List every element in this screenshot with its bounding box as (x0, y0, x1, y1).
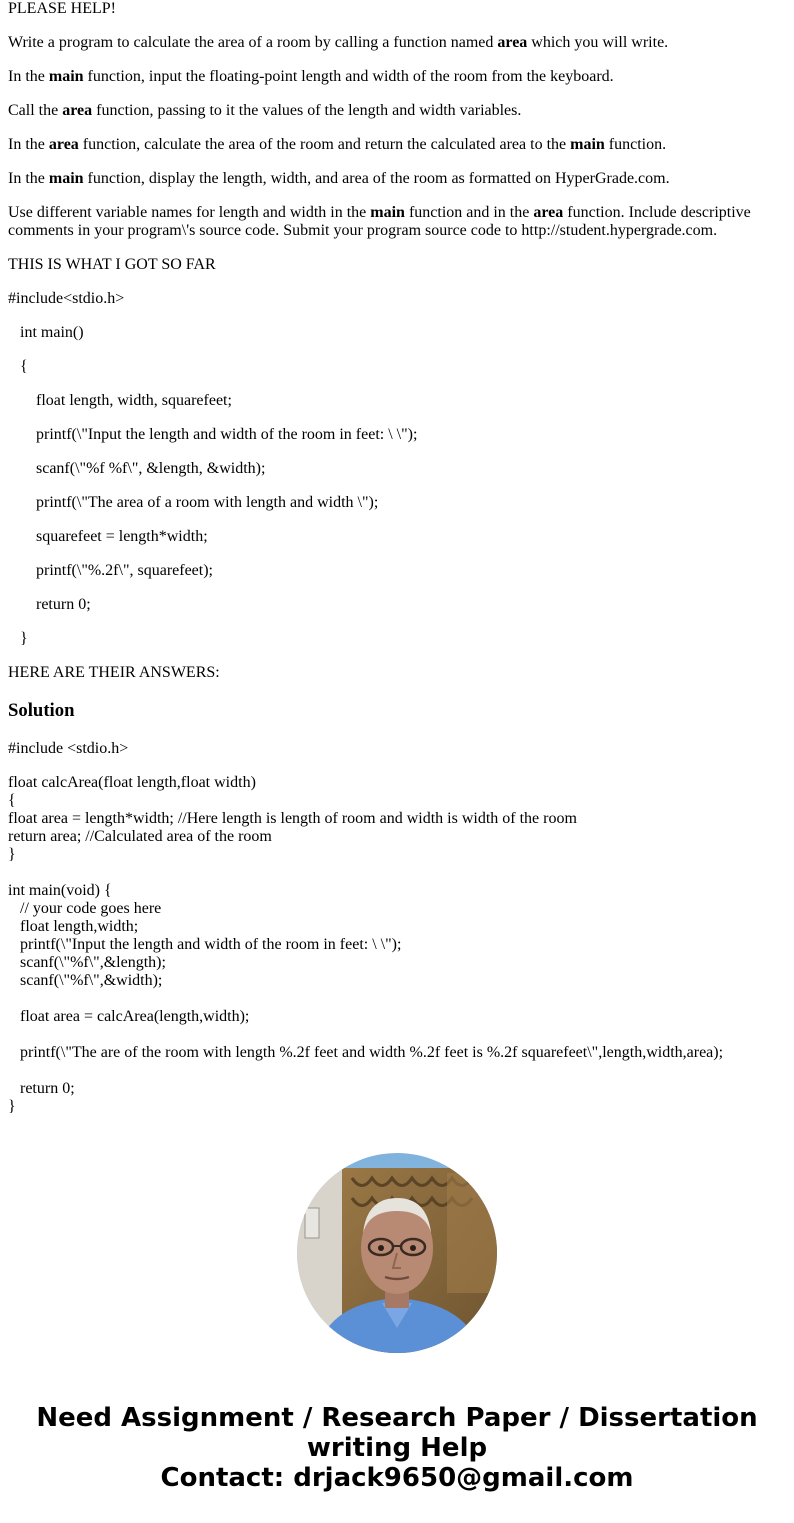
so-far-label: THIS IS WHAT I GOT SO FAR (8, 256, 216, 273)
blank-line (8, 1062, 778, 1080)
contact-banner (0, 1403, 794, 1493)
bold-term: main (570, 136, 605, 153)
attempt-code-line: } (20, 630, 28, 647)
text-run: function. (604, 136, 667, 153)
attempt-code-line: return 0; (36, 596, 91, 613)
author-portrait-image (297, 1153, 497, 1353)
text-run: which you will write. (527, 34, 669, 51)
attempt-code-line: #include<stdio.h> (8, 290, 125, 307)
text-run: function and in the (404, 204, 534, 221)
solution-code-line: { (8, 792, 16, 809)
attempt-code-line: squarefeet = length*width; (36, 528, 208, 545)
solution-code-line: } (8, 846, 16, 863)
attempt-code-line: float length, width, squarefeet; (36, 392, 232, 409)
solution-code-line: return area; //Calculated area of the room (8, 828, 272, 845)
text-run: Call the (8, 102, 63, 119)
solution-code-line: float area = length*width; //Here length is length of room and width is width of the room (8, 810, 577, 827)
bold-term: area (497, 34, 528, 51)
author-avatar (297, 1153, 497, 1353)
bold-term: main (48, 170, 84, 187)
question-paragraph-4 (8, 136, 778, 154)
solution-code-line: return 0; (8, 1080, 75, 1097)
blank-line (8, 1026, 778, 1044)
contact-line-1: Need Assignment / Research Paper / Dissertation (36, 1403, 758, 1433)
question-heading: PLEASE HELP! (8, 0, 116, 17)
contact-email: Contact: drjack9650@gmail.com (160, 1463, 634, 1493)
text-run: Use different variable names for length and width in the (8, 204, 371, 221)
text-run: function. Include descriptive comments in your program\'s source code. Submit your program source code to http://student.hypergrade.com. (8, 204, 751, 239)
solution-code-line: float calcArea(float length,float width) (8, 774, 256, 791)
text-run: In the (8, 136, 49, 153)
bold-term: area (62, 102, 93, 119)
text-run: function, input the floating-point length and width of the room from the keyboard. (83, 68, 614, 85)
solution-code-line: int main(void) { (8, 882, 112, 899)
solution-code-line: printf(\"The are of the room with length %.2f feet and width %.2f feet is %.2f squarefeet\",length,width,area); (8, 1044, 724, 1061)
solution-code-line: scanf(\"%f\",&length); (8, 954, 166, 971)
attempt-code-line: printf(\"Input the length and width of the room in feet: \ \"); (36, 426, 418, 443)
text-run: Write a program to calculate the area of a room by calling a function named (8, 34, 498, 51)
text-run: function, display the length, width, and area of the room as formatted on HyperGrade.com. (83, 170, 670, 187)
bold-term: main (370, 204, 405, 221)
document-body (8, 0, 778, 1116)
bold-term: area (48, 136, 79, 153)
solution-code-line: float length,width; (8, 918, 139, 935)
solution-code-line: float area = calcArea(length,width); (8, 1008, 250, 1025)
attempt-code-line: int main() (20, 324, 84, 341)
text-run: In the (8, 170, 49, 187)
solution-code-line: // your code goes here (8, 900, 162, 917)
attempt-code-line: printf(\"The area of a room with length and width \"); (36, 494, 379, 511)
question-paragraph-5 (8, 170, 778, 188)
contact-line-2: writing Help (306, 1433, 488, 1463)
text-run: function, passing to it the values of the length and width variables. (92, 102, 522, 119)
solution-code (8, 774, 778, 1116)
attempt-code-line: scanf(\"%f %f\", &length, &width); (36, 460, 266, 477)
solution-include-line: #include <stdio.h> (8, 740, 129, 757)
question-paragraph-2 (8, 68, 778, 86)
question-paragraph-6 (8, 204, 778, 240)
blank-line (8, 864, 778, 882)
question-paragraph-3 (8, 102, 778, 120)
blank-line (8, 990, 778, 1008)
text-run: function, calculate the area of the room and return the calculated area to the (78, 136, 571, 153)
solution-code-line: printf(\"Input the length and width of the room in feet: \ \"); (8, 936, 402, 953)
bold-term: area (533, 204, 564, 221)
solution-title: Solution (8, 700, 75, 721)
attempt-code-line: { (20, 358, 28, 375)
solution-code-line: } (8, 1098, 16, 1115)
question-paragraph-1 (8, 34, 778, 52)
text-run: In the (8, 68, 49, 85)
solution-code-line: scanf(\"%f\",&width); (8, 972, 163, 989)
attempt-code-line: printf(\"%.2f\", squarefeet); (36, 562, 213, 579)
bold-term: main (48, 68, 84, 85)
answers-label: HERE ARE THEIR ANSWERS: (8, 664, 220, 681)
